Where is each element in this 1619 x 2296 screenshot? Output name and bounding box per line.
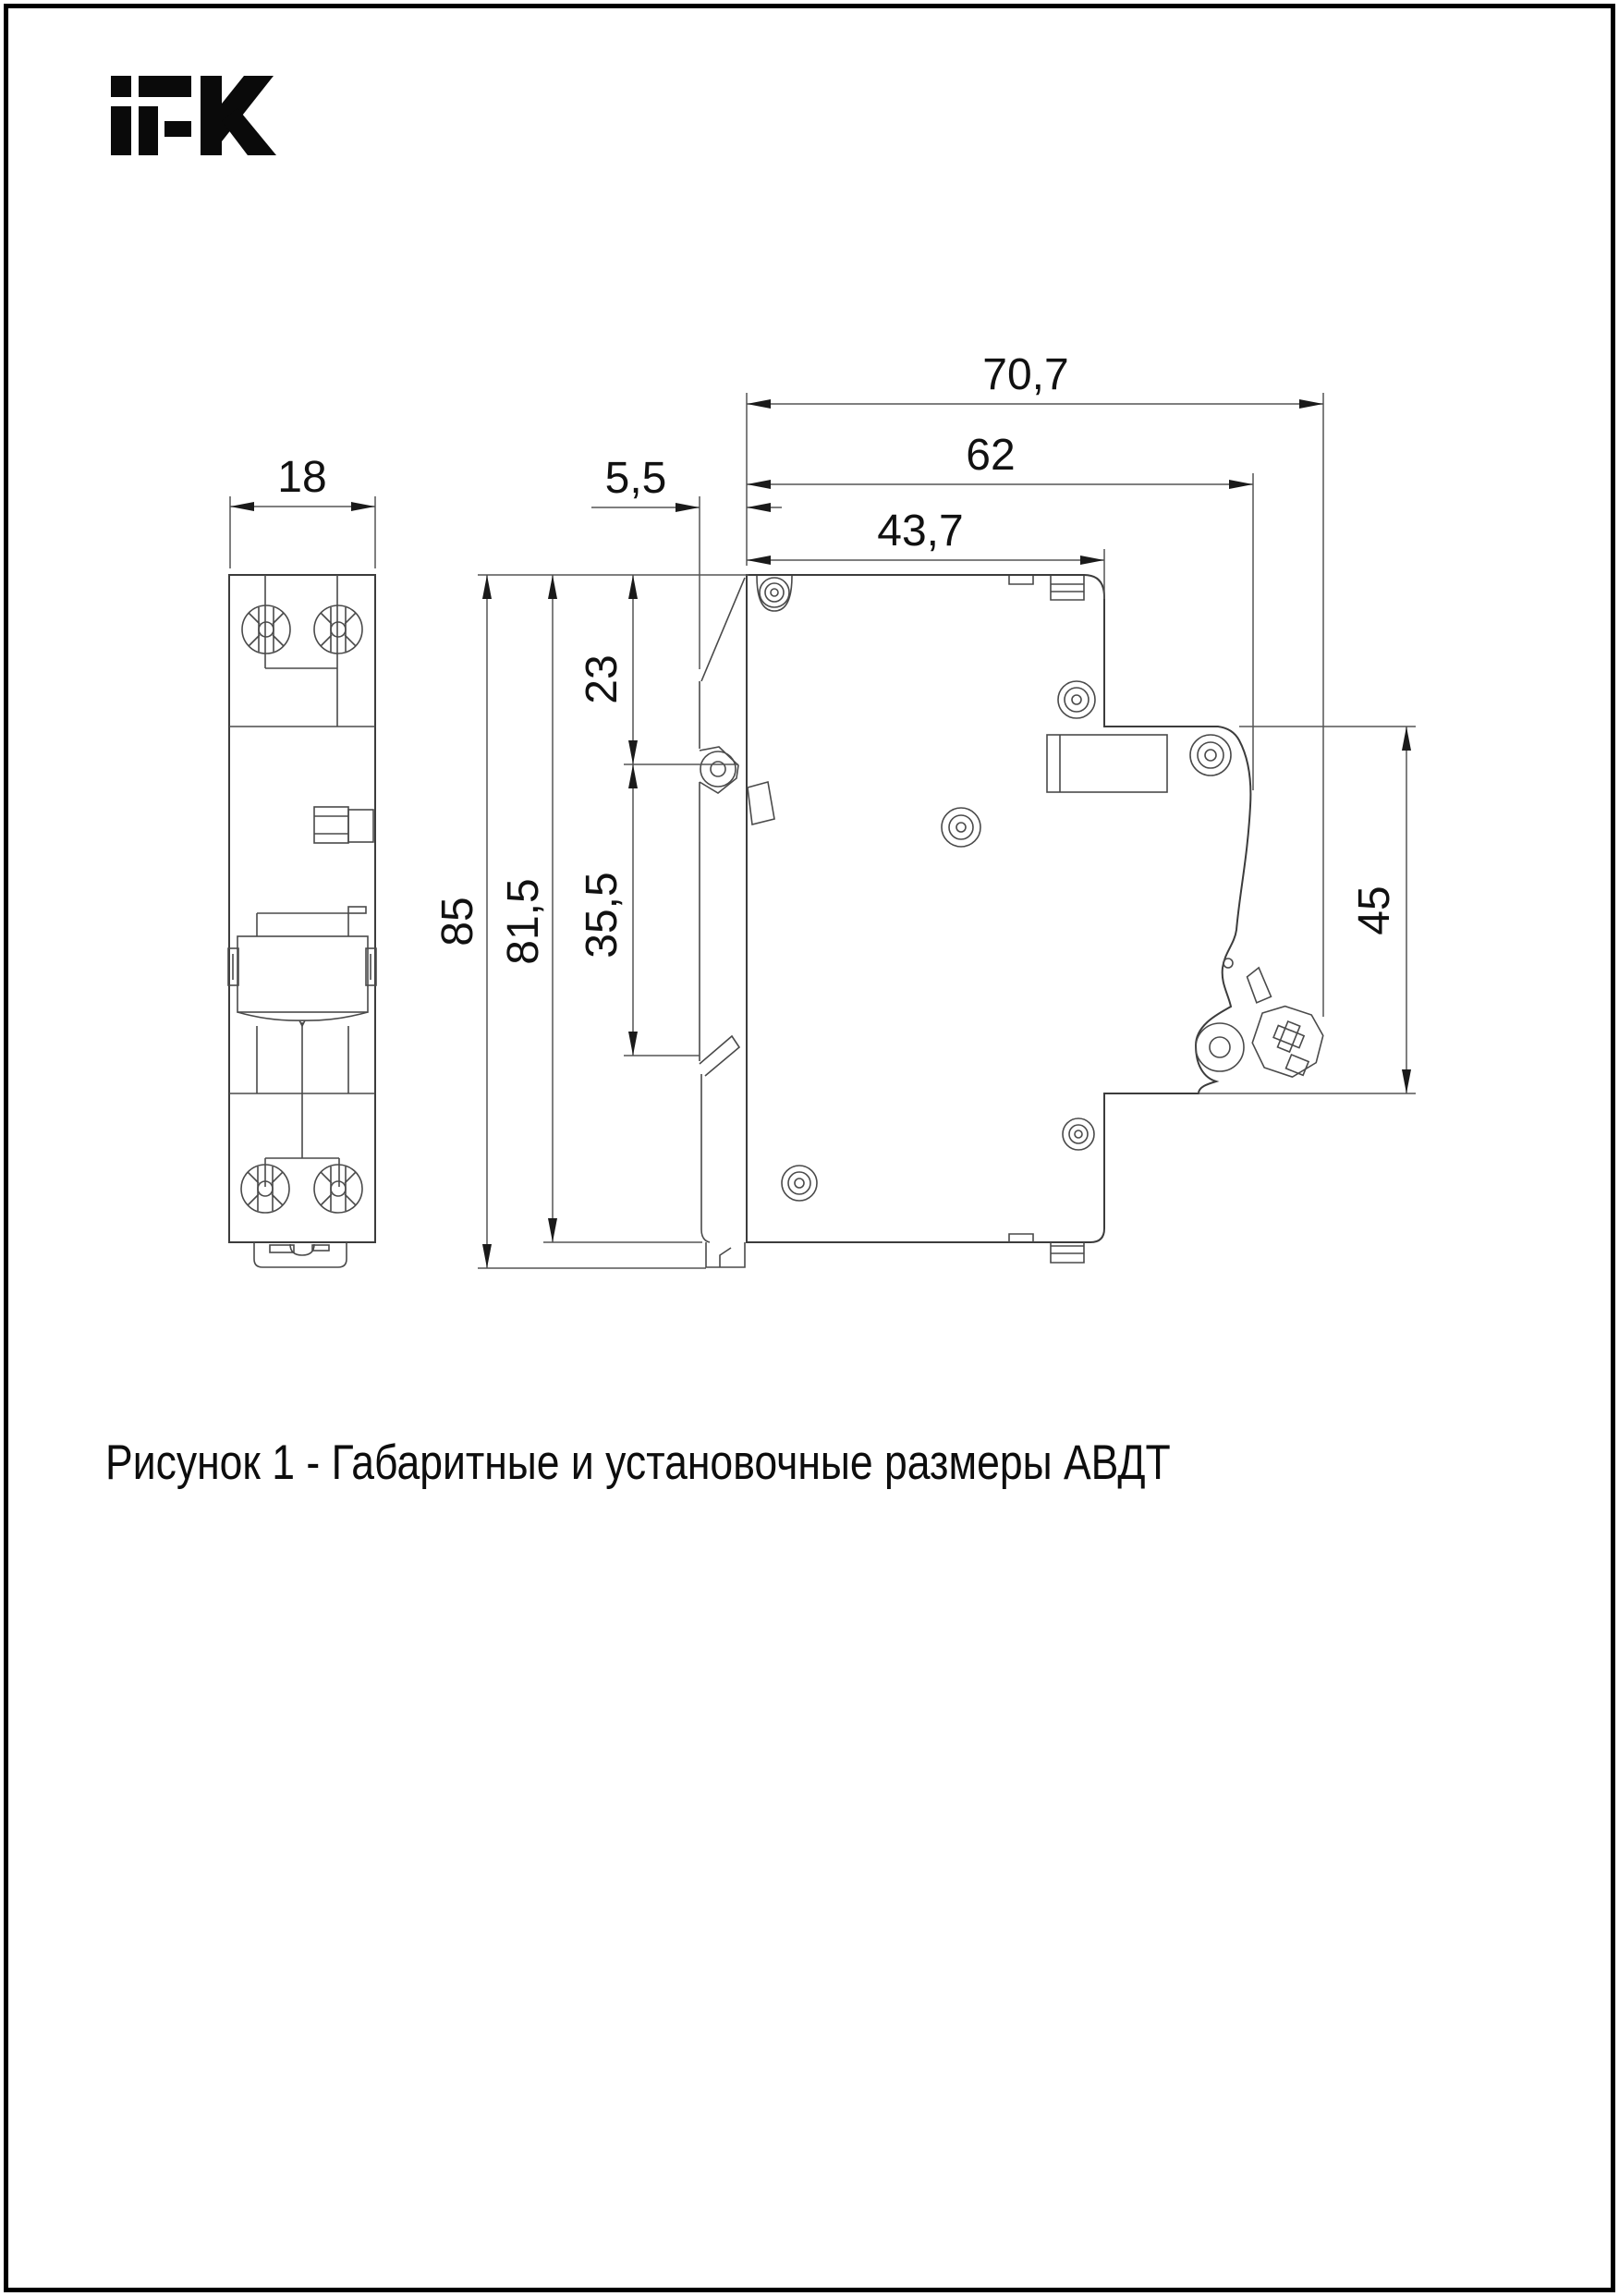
front-view bbox=[228, 575, 376, 1267]
bottom-tab bbox=[254, 1242, 347, 1267]
terminal-screw bbox=[314, 1165, 362, 1213]
dim-depth-overall: 70,7 bbox=[982, 350, 1069, 399]
dim-module-width: 18 bbox=[277, 453, 327, 502]
dim-front-protrusion: 5,5 bbox=[604, 454, 667, 503]
dim-height-body: 81,5 bbox=[499, 878, 548, 965]
dim-depth-to-din-plane: 62 bbox=[966, 431, 1016, 480]
dimensions bbox=[230, 350, 1416, 1268]
front-protrusion-profile bbox=[700, 578, 774, 1242]
rivet bbox=[1058, 681, 1095, 718]
dim-din-shoulder-span: 35,5 bbox=[578, 872, 627, 959]
terminal-screw bbox=[314, 605, 362, 653]
label-plate bbox=[1047, 735, 1167, 792]
figure-caption: Рисунок 1 - Габаритные и установочные размеры АВДТ bbox=[105, 1435, 1171, 1490]
rivet bbox=[757, 576, 792, 611]
rivet bbox=[1063, 1118, 1094, 1150]
rivet bbox=[1190, 735, 1231, 776]
side-view-outline bbox=[747, 575, 1250, 1242]
test-button bbox=[314, 807, 373, 843]
toggle-handle bbox=[228, 907, 376, 1093]
side-view bbox=[700, 575, 1341, 1267]
dim-height-overall: 85 bbox=[433, 897, 482, 946]
dim-din-recess-height: 45 bbox=[1350, 885, 1399, 935]
din-latch bbox=[1196, 965, 1341, 1085]
rivet bbox=[782, 1166, 817, 1201]
rivet bbox=[942, 808, 980, 847]
dim-depth-front-section: 43,7 bbox=[877, 507, 964, 556]
terminal-screw bbox=[242, 605, 290, 653]
dim-top-to-din-shoulder: 23 bbox=[578, 654, 627, 704]
